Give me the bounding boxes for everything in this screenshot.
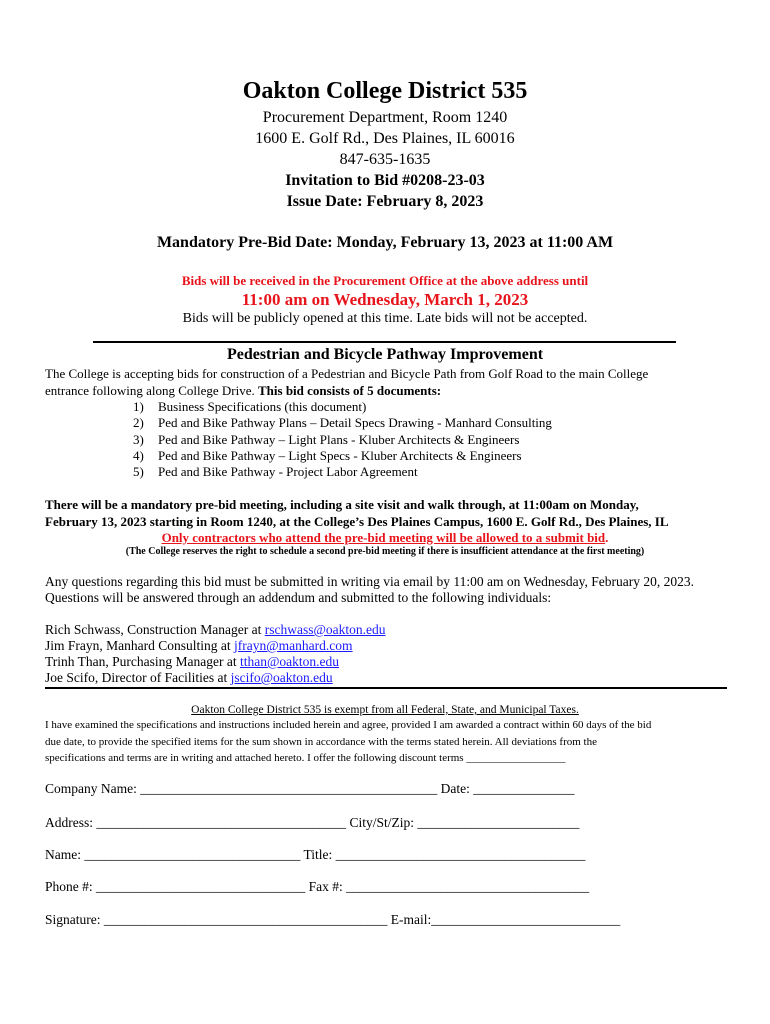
list-item: 5) Ped and Bike Pathway - Project Labor Agreement (133, 464, 418, 480)
address-line: 1600 E. Golf Rd., Des Plaines, IL 60016 (255, 130, 515, 147)
contact-jim-frayn: Jim Frayn, Manhard Consulting at jfrayn@manhard.com (45, 638, 353, 653)
phone-line: 847-635-1635 (339, 151, 431, 168)
public-opening-note: Bids will be publicly opened at this time. Late bids will not be accepted. (182, 311, 588, 326)
meeting-notice-line1: There will be a mandatory pre-bid meeting, including a site visit and walk through, at 11:00am on Monday, (45, 497, 639, 512)
contact-rich-schwass: Rich Schwass, Construction Manager at rschwass@oakton.edu (45, 622, 386, 637)
contact-trinh-than: Trinh Than, Purchasing Manager at tthan@oakton.edu (45, 654, 340, 669)
project-title: Pedestrian and Bicycle Pathway Improvement (226, 346, 544, 363)
list-item: 3) Ped and Bike Pathway – Light Plans - Kluber Architects & Engineers (133, 431, 520, 447)
second-meeting-note: (The College reserves the right to schedule a second pre-bid meeting if there is insufficient attendance at the first meeting) (125, 546, 645, 557)
agreement-line1: I have examined the specifications and instructions included herein and agree, provided I am awarded a contract within 60 days of the bid (45, 719, 652, 731)
prebid-date: Mandatory Pre-Bid Date: Monday, February 13, 2023 at 11:00 AM (156, 234, 614, 251)
address-city-field[interactable]: Address: _____________________________________ City/St/Zip: ________________________ (45, 815, 580, 830)
questions-line2: Questions will be answered through an addendum and submitted to the following individuals: (45, 590, 552, 605)
signature-email-field[interactable]: Signature: __________________________________________ E-mail:____________________________ (45, 912, 621, 927)
company-date-field[interactable]: Company Name: ____________________________________________ Date: _______________ (45, 781, 575, 796)
bid-deadline: 11:00 am on Wednesday, March 1, 2023 (241, 290, 529, 309)
list-item: 4) Ped and Bike Pathway – Light Specs - Kluber Architects & Engineers (133, 447, 522, 463)
phone-fax-field[interactable]: Phone #: _______________________________ Fax #: ____________________________________ (45, 879, 590, 894)
agreement-line3: specifications and terms are in writing and attached hereto. I offer the following discount terms __________________ (45, 752, 566, 764)
receipt-notice: Bids will be received in the Procurement Office at the above address until (181, 273, 589, 288)
project-description-line1: The College is accepting bids for construction of a Pedestrian and Bicycle Path from Golf Road to the main College (45, 366, 649, 381)
email-link-jfrayn[interactable]: jfrayn@manhard.com (234, 638, 353, 653)
email-link-rschwass[interactable]: rschwass@oakton.edu (264, 622, 386, 637)
bid-number: Invitation to Bid #0208-23-03 (285, 172, 485, 189)
agreement-line2: due date, to provide the specified items for the sum shown in accordance with the terms stated herein. All deviations from the (45, 736, 597, 748)
attendance-requirement: Only contractors who attend the pre-bid meeting will be allowed to a submit bid. (161, 530, 609, 545)
list-item: 1) Business Specifications (this document) (133, 399, 367, 414)
tax-exempt-notice: Oakton College District 535 is exempt from all Federal, State, and Municipal Taxes. (191, 704, 579, 716)
email-link-jscifo[interactable]: jscifo@oakton.edu (230, 670, 333, 685)
name-title-field[interactable]: Name: ________________________________ Title: _____________________________________ (45, 847, 586, 862)
section-divider (45, 687, 727, 689)
department-line: Procurement Department, Room 1240 (262, 109, 508, 126)
issue-date: Issue Date: February 8, 2023 (286, 193, 484, 210)
email-link-tthan[interactable]: tthan@oakton.edu (239, 654, 340, 669)
divider-rule (93, 341, 676, 343)
questions-line1: Any questions regarding this bid must be submitted in writing via email by 11:00 am on Wednesday, February 20, 2023. (45, 574, 694, 589)
list-item: 2) Ped and Bike Pathway Plans – Detail Specs Drawing - Manhard Consulting (133, 415, 552, 431)
org-name-title: Oakton College District 535 (242, 78, 528, 104)
meeting-notice-line2: February 13, 2023 starting in Room 1240, at the College’s Des Plaines Campus, 1600 E. Golf Rd., Des Plaines, IL (45, 514, 669, 529)
document-list (133, 399, 552, 480)
contact-joe-scifo: Joe Scifo, Director of Facilities at jscifo@oakton.edu (45, 670, 333, 685)
project-description-line2: entrance following along College Drive. This bid consists of 5 documents: (45, 383, 442, 398)
